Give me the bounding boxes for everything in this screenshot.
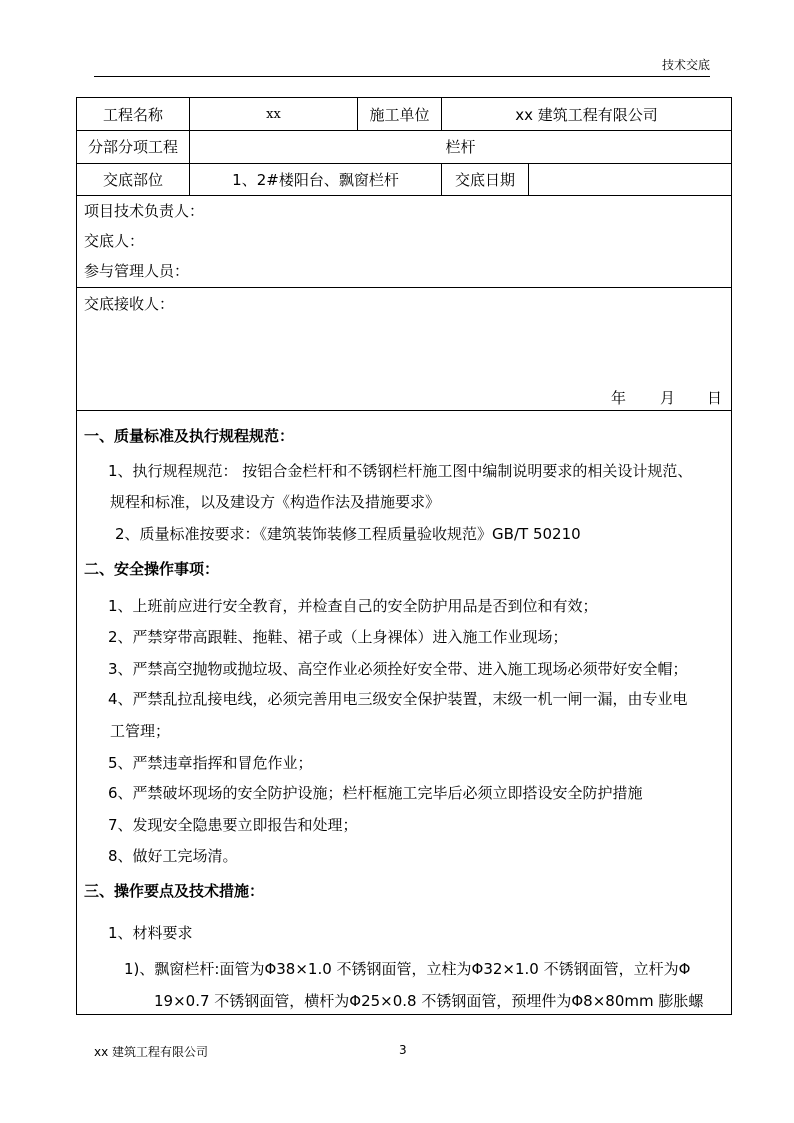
participants-label: 参与管理人员： [84, 262, 190, 280]
row-subproject [77, 130, 731, 164]
sub-project-value: 栏杆 [189, 130, 731, 163]
date-label: 交底日期 [441, 163, 528, 195]
s1-item1-line1: 1、执行规程规范： 按铝合金栏杆和不锈钢栏杆施工图中编制说明要求的相关设计规范、 [108, 462, 693, 480]
s2-item8: 8、做好工完场清。 [108, 847, 238, 865]
s1-item1-line2: 规程和标准，以及建设方《构造作法及措施要求》 [110, 493, 441, 511]
date-value [528, 163, 731, 195]
footer-company: xx 建筑工程有限公司 [94, 1045, 209, 1059]
sub-project-label: 分部分项工程 [87, 138, 178, 156]
header-title: 技术交底 [661, 58, 710, 72]
date-month: 月 [660, 389, 676, 407]
tech-lead-label: 项目技术负责人： [84, 202, 205, 220]
contractor-value: xx 建筑工程有限公司 [441, 98, 731, 130]
s2-item5: 5、严禁违章指挥和冒危作业； [108, 754, 313, 772]
section1-title: 一、质量标准及执行规程规范： [84, 427, 295, 445]
section3-title: 三、操作要点及技术措施： [84, 882, 265, 900]
location-value: 1、2#楼阳台、飘窗栏杆 [189, 163, 441, 195]
s2-item3: 3、严禁高空抛物或抛垃圾、高空作业必须拴好安全带、进入施工现场必须带好安全帽； [108, 660, 688, 678]
disclosure-form [76, 97, 732, 1015]
contractor-label: 施工单位 [357, 98, 441, 130]
date-day: 日 [707, 389, 723, 407]
s2-item7: 7、发现安全隐患要立即报告和处理； [108, 816, 358, 834]
row-project [77, 98, 731, 131]
s2-item6: 6、严禁破坏现场的安全防护设施；栏杆框施工完毕后必须立即搭设安全防护措施 [108, 784, 643, 802]
project-name-label: 工程名称 [102, 105, 163, 124]
s2-item1: 1、上班前应进行安全教育，并检查自己的安全防护用品是否到位和有效； [108, 597, 598, 615]
row-receiver [77, 287, 731, 411]
s3-item1: 1、材料要求 [108, 924, 193, 942]
s2-item4-line1: 4、严禁乱拉乱接电线，必须完善用电三级安全保护装置，末级一机一闸一漏，由专业电 [108, 690, 688, 708]
section2-title: 二、安全操作事项： [84, 560, 220, 578]
project-name-value: xx [189, 98, 357, 130]
date-year: 年 [611, 389, 627, 407]
header-divider [94, 76, 710, 77]
page-number: 3 [399, 1043, 407, 1057]
s3-sub1-line1: 1)、飘窗栏杆:面管为Φ38×1.0 不锈钢面管，立柱为Φ32×1.0 不锈钢面管，立杆为Φ [124, 960, 691, 978]
s2-item4-line2: 工管理； [110, 722, 171, 740]
row-personnel [77, 195, 731, 288]
location-label: 交底部位 [102, 170, 163, 189]
s1-item2: 2、质量标准按要求：《建筑装饰装修工程质量验收规范》GB/T 50210 [115, 525, 581, 543]
s2-item2: 2、严禁穿带高跟鞋、拖鞋、裙子或（上身裸体）进入施工作业现场； [108, 628, 568, 646]
row-location [77, 163, 731, 196]
s3-sub1-line2: 19×0.7 不锈钢面管，横杆为Φ25×0.8 不锈钢面管，预埋件为Φ8×80mm 膨胀螺 [154, 992, 704, 1010]
presenter-label: 交底人： [84, 232, 145, 250]
receiver-label: 交底接收人： [84, 295, 175, 313]
